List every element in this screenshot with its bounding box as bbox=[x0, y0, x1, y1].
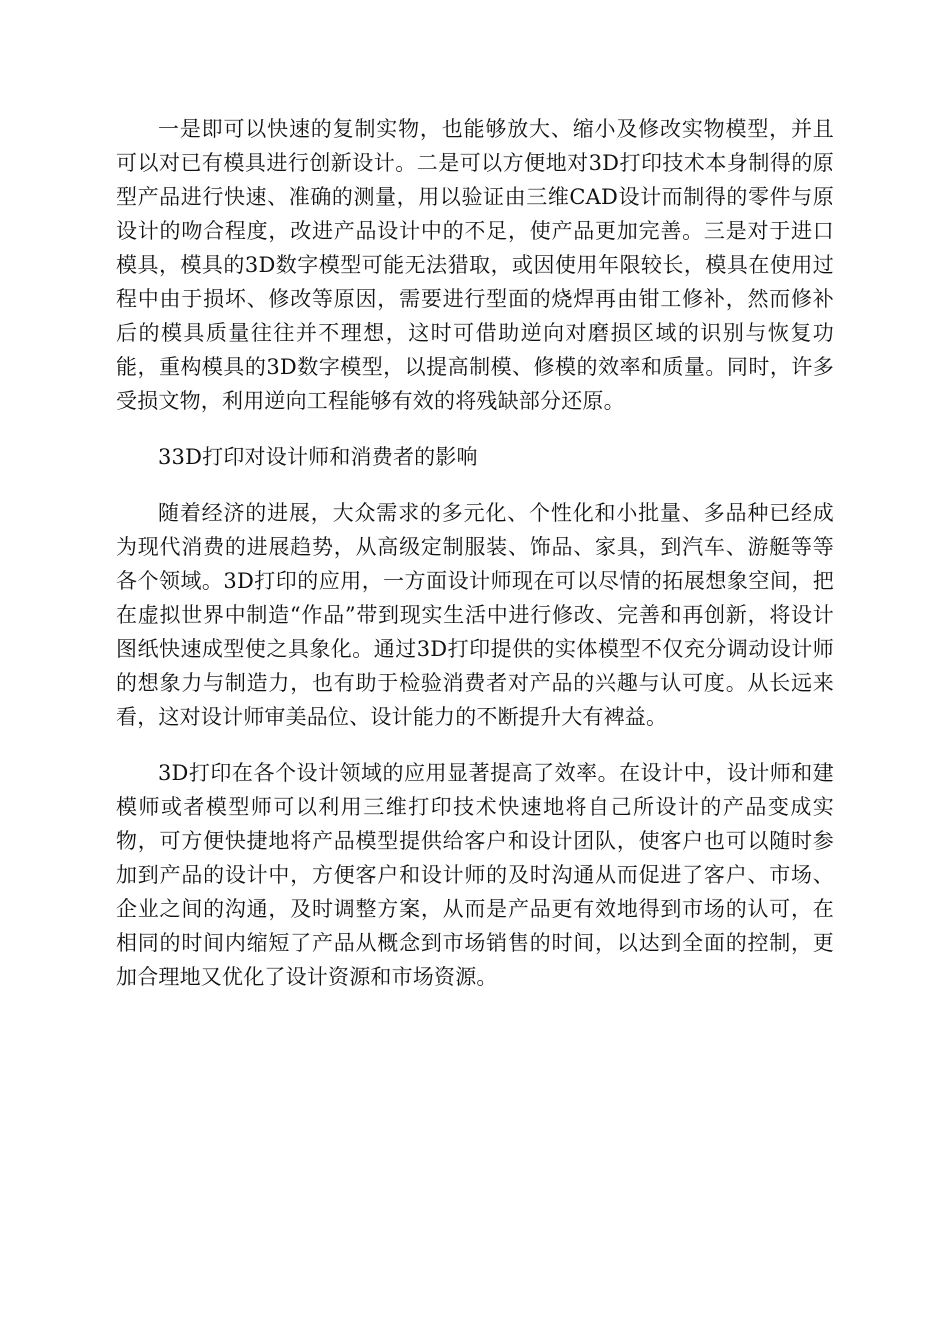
paragraph-designers-consumers: 随着经济的进展，大众需求的多元化、个性化和小批量、多品种已经成为现代消费的进展趋势，从高级定制服装、饰品、家具，到汽车、游艇等等各个领域。3D打印的应用，一方面设计师现在可以尽情的拓展想象空间，把在虚拟世界中制造“作品”带到现实生活中进行修改、完善和再创新，将设计图纸快速成型使之具象化。通过3D打印提供的实体模型不仅充分调动设计师的想象力与制造力，也有助于检验消费者对产品的兴趣与认可度。从长远来看，这对设计师审美品位、设计能力的不断提升大有裨益。 bbox=[116, 501, 834, 729]
paragraph-reverse-engineering: 一是即可以快速的复制实物，也能够放大、缩小及修改实物模型，并且可以对已有模具进行创新设计。二是可以方便地对3D打印技术本身制得的原型产品进行快速、准确的测量，用以验证由三维CAD设计而制得的零件与原设计的吻合程度，改进产品设计中的不足，使产品更加完善。三是对于进口模具，模具的3D数字模型可能无法猎取，或因使用年限较长，模具在使用过程中由于损坏、修改等原因，需要进行型面的烧焊再由钳工修补，然而修补后的模具质量往往并不理想，这时可借助逆向对磨损区域的识别与恢复功能，重构模具的3D数字模型，以提高制模、修模的效率和质量。同时，许多受损文物，利用逆向工程能够有效的将残缺部分还原。 bbox=[116, 117, 834, 413]
paragraph-design-efficiency: 3D打印在各个设计领域的应用显著提高了效率。在设计中，设计师和建模师或者模型师可以利用三维打印技术快速地将自己所设计的产品变成实物，可方便快捷地将产品模型提供给客户和设计团队，使客户也可以随时参加到产品的设计中，方便客户和设计师的及时沟通从而促进了客户、市场、企业之间的沟通，及时调整方案，从而是产品更有效地得到市场的认可，在相同的时间内缩短了产品从概念到市场销售的时间，以达到全面的控制，更加合理地又优化了设计资源和市场资源。 bbox=[116, 761, 834, 989]
section-heading: 33D打印对设计师和消费者的影响 bbox=[158, 445, 478, 469]
document-body bbox=[116, 112, 834, 1016]
